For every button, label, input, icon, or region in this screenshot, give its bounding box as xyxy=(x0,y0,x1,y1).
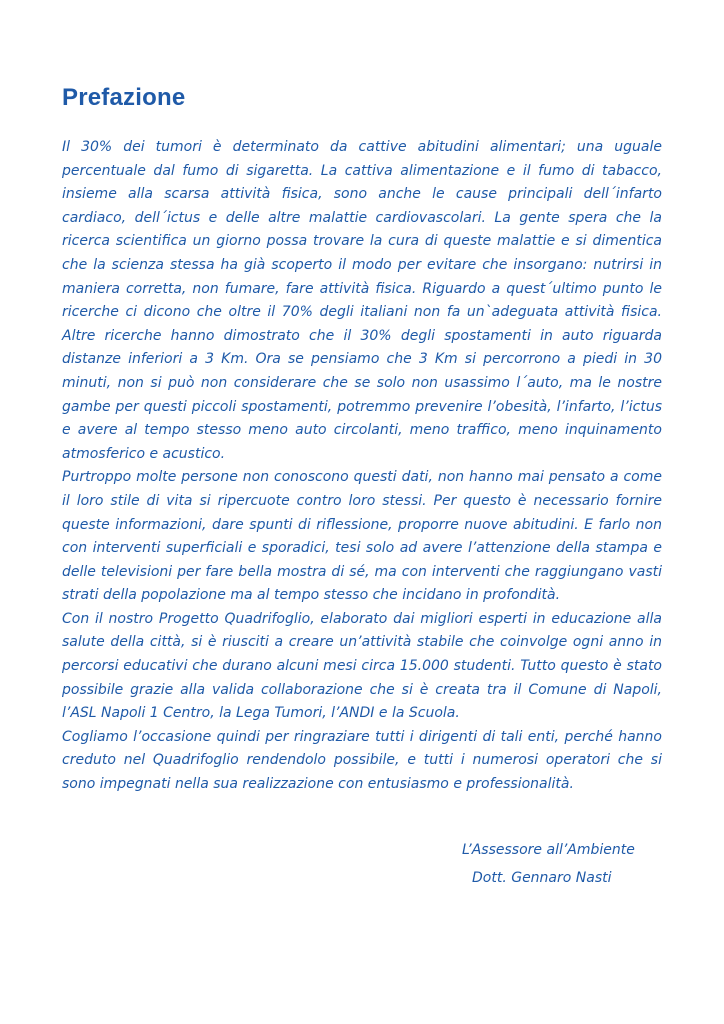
preface-body xyxy=(62,136,662,797)
signature-role: L’Assessore all’Ambiente xyxy=(462,842,635,858)
signature-name: Dott. Gennaro Nasti xyxy=(472,870,612,886)
paragraph-4: Cogliamo l’occasione quindi per ringraziare tutti i dirigenti di tali enti, perché hanno creduto nel Quadrifoglio rendendolo possibile, e tutti i numerosi operatori che si sono impegnati nella sua realizzazione con entusiasmo e professionalità. xyxy=(62,728,662,793)
signature-block xyxy=(462,836,635,892)
paragraph-3: Con il nostro Progetto Quadrifoglio, elaborato dai migliori esperti in educazione alla salute della città, si è riusciti a creare un’attività stabile che coinvolge ogni anno in percorsi educativi che durano alcuni mesi circa 15.000 studenti. Tutto questo è stato possibile grazie alla valida collaborazione che si è creata tra il Comune di Napoli, l’ASL Napoli 1 Centro, la Lega Tumori, l’ANDI e la Scuola. xyxy=(62,610,662,722)
page-title: Prefazione xyxy=(62,84,186,111)
paragraph-2: Purtroppo molte persone non conoscono questi dati, non hanno mai pensato a come il loro stile di vita si ripercuote contro loro stessi. Per questo è necessario fornire queste informazioni, dare spunti di riflessione, proporre nuove abitudini. E farlo non con interventi superficiali e sporadici, tesi solo ad avere l’attenzione della stampa e delle televisioni per fare bella mostra di sé, ma con interventi che raggiungano vasti strati della popolazione ma al tempo stesso che incidano in profondità. xyxy=(62,469,662,604)
paragraph-1: Il 30% dei tumori è determinato da cattive abitudini alimentari; una uguale percentuale dal fumo di sigaretta. La cattiva alimentazione e il fumo di tabacco, insieme alla scarsa attività fisica, sono anche le cause principali dell´infarto cardiaco, dell´ictus e delle altre malattie cardiovascolari. La gente spera che la ricerca scientifica un giorno possa trovare la cura di queste malattie e si dimentica che la scienza stessa ha già scoperto il modo per evitare che insorgano: nutrirsi in maniera corretta, non fumare, fare attività fisica. Riguardo a quest´ultimo punto le ricerche ci dicono che oltre il 70% degli italiani non fa un`adeguata attività fisica. Altre ricerche hanno dimostrato che il 30% degli spostamenti in auto riguarda distanze inferiori a 3 Km. Ora se pensiamo che 3 Km si percorrono a piedi in 30 minuti, non si può non considerare che se solo non usassimo l´auto, ma le nostre gambe per questi piccoli spostamenti, potremmo prevenire l’obesità, l’infarto, l’ictus e avere al tempo stesso meno auto circolanti, meno traffico, meno inquinamento atmosferico e acustico. xyxy=(62,139,662,462)
